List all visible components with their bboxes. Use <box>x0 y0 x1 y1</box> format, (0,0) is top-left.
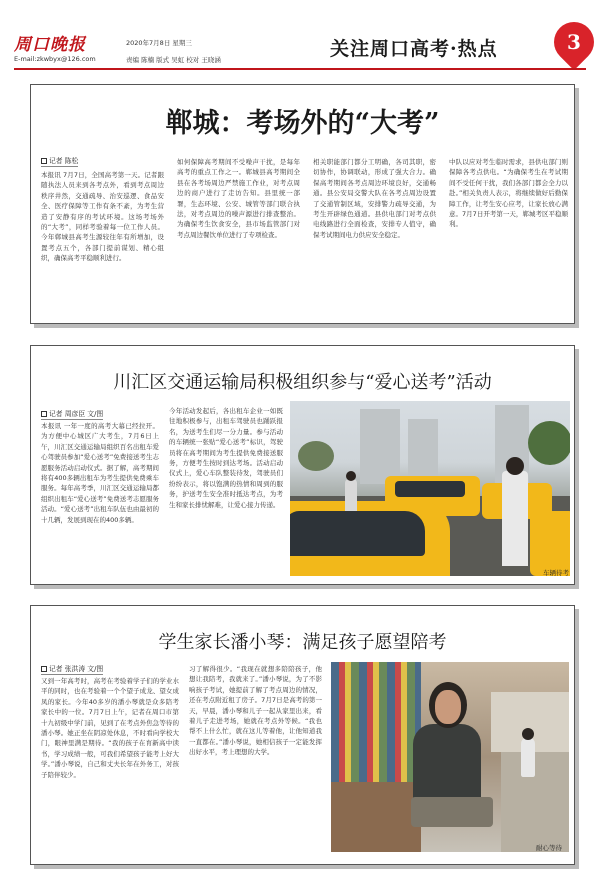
photo-caption: 车辆待考 <box>543 569 569 577</box>
article-column: 又到一年高考时，高考在考验着学子们的学业水平的同时，也在考验着一个个望子成龙、望女成凤的家长。今年40多岁的潘小琴就是众多陪考家长中的一位。7月7日上午，记者在周口市第十九初级中学门前，见到了在考点外焦急等待的潘小琴。她正坐在阴凉处休息，不时看向学校大门，眼神里满是期待。“我的孩子在育新高中读书，学习成绩一般，可我们希望孩子能考上好大学。”潘小琴说，自己和丈夫长年在外务工，对孩子陪伴较少。 <box>41 677 179 779</box>
building <box>360 409 400 484</box>
article-headline: 学生家长潘小琴：满足孩子愿望陪考 <box>158 632 447 653</box>
tree <box>298 441 334 471</box>
merchandise-rack <box>331 662 421 782</box>
page-number: 3 <box>567 30 581 54</box>
article-dancheng <box>30 84 575 324</box>
shop-counter <box>331 782 421 852</box>
byline-box-icon <box>41 158 47 164</box>
header-divider <box>14 68 586 70</box>
tree <box>528 421 570 465</box>
driver-figure <box>502 471 528 566</box>
article-headline: 川汇区交通运输局积极组织参与“爱心送考”活动 <box>113 372 492 393</box>
masthead <box>0 0 600 70</box>
contact-email: E-mail:zkwbyx@126.com <box>14 55 96 63</box>
article-parent-pan <box>30 605 575 865</box>
byline-text: 记者 张洪涛 文/图 <box>49 665 104 673</box>
article-column: 本报讯 一年一度的高考大幕已经拉开。为方便中心城区广大考生，7月6日上午，川汇区交通运输局组织百名出租车爱心驾驶员参加“爱心送考”免费接送考生志愿服务活动启动仪式。据了解，高考期间将有400多辆出租车为考生提供免费乘车服务。每年高考季，川汇区交通运输局都组织出租车“爱心送考”免费送考志愿服务活动。“爱心送考”出租车队伍也由最初的十几辆，发展到现在的400多辆。 <box>41 422 159 524</box>
building <box>408 419 438 484</box>
taxi-window <box>395 481 465 497</box>
taxi <box>530 511 570 576</box>
article-column: 本报讯 7月7日，全国高考第一天。记者跟随执法人员来到各考点外，看到考点周边秩序井然，交通疏导、治安巡逻、食品安全、医疗保障等工作有条不紊，为考生营造了安静有序的考试环境。这场考场外的“大考”，同样考验着每一位工作人员。今年郸城县高考生源较往年有所增加，设置考点五个，各部门提前谋划、精心组织，确保高考平稳顺利进行。 <box>41 171 164 263</box>
photo-taxis <box>290 401 570 576</box>
newspaper-logo: 周口晚报 <box>14 35 86 55</box>
article-headline: 郸城：考场外的“大考” <box>165 108 440 139</box>
article-column: 习了解得很少。“我现在就想多陪陪孩子，他想让我陪考，我就来了。”潘小琴说，为了不影响孩子考试，她提前了解了考点周边的情况，还在考点附近租了房子。7月7日是高考的第一天，早晨，潘小琴和儿子一起从家里出来，看着儿子走进考场，她就在考点外等候。“我也帮不上什么忙，就在这儿等着他，让他知道我一直都在。”潘小琴说，她相信孩子一定能发挥出好水平，考上理想的大学。 <box>189 665 322 757</box>
issue-date: 2020年7月8日 星期三 <box>126 39 192 47</box>
mother-figure <box>413 724 481 804</box>
bystander-head <box>522 728 534 740</box>
byline-box-icon <box>41 666 47 672</box>
pedestrian <box>345 479 357 511</box>
byline-text: 记者 陈松 <box>49 157 79 165</box>
photo-waiting-mother <box>331 662 569 852</box>
bystander <box>521 737 535 777</box>
article-column: 相关职能部门都分工明确，各司其职，密切协作，协调联动，形成了强大合力。确保高考期间各考点周边环境良好，交通畅通。县公安局交警大队在各考点周边设置了交通管制区域，安排警力疏导交通，为考生开辟绿色通道。县供电部门对考点供电线路进行全面检查，安排专人值守，确保考试期间电力供应安全稳定。 <box>313 158 436 239</box>
article-byline <box>41 663 103 675</box>
photo-caption: 耐心等待 <box>536 844 562 852</box>
article-column: 中队以应对考生临时需求，县供电部门则保障各考点供电。“为确保考生在考试期间不受任何干扰，我们各部门都会全力以赴。”相关负责人表示，将继续做好后勤保障工作，让考生安心应考，让家长放心满意。7月7日开考第一天，郸城考区平稳顺利。 <box>449 158 568 229</box>
article-column: 今年活动发起后，各出租车企业一如既往地积极参与，出租车驾驶员也踊跃报名，为送考生们尽一分力量。参与活动的车辆统一张贴“爱心送考”标识，驾驶员将在高考期间为考生提供免费接送服务，方便考生按时到达考场。活动启动仪式上，爱心车队整装待发，驾驶员们纷纷表示，将以饱满的热情和周到的服务，护送考生安全准时抵达考点，为考生和家长排忧解难，让爱心接力传递。 <box>169 407 283 509</box>
article-column: 如何保障高考期间不受噪声干扰，是每年高考的重点工作之一。郸城县高考期间全县在各考场周边严禁施工作业，对考点周边的商户进行了走访告知。县里统一部署，生态环境、公安、城管等部门联合执法，对考点周边的噪声源进行排查整治。为确保考生饮食安全，县市场监管部门对考点周边餐饮单位进行了专项检查。 <box>177 158 300 239</box>
mother-legs <box>411 797 493 827</box>
section-title: 关注周口高考·热点 <box>330 38 498 60</box>
article-byline <box>41 155 78 167</box>
article-chuanhui-transport <box>30 345 575 585</box>
mother-face <box>435 690 461 724</box>
byline-text: 记者 周彦臣 文/图 <box>49 410 104 418</box>
driver-head <box>506 457 524 475</box>
byline-box-icon <box>41 411 47 417</box>
sidewalk <box>501 752 569 852</box>
pedestrian-head <box>346 471 356 481</box>
taxi-windshield <box>290 511 425 556</box>
article-byline <box>41 408 103 420</box>
editor-credits: 责编 陈楠 版式 吴虹 校对 王晓涵 <box>126 56 221 64</box>
